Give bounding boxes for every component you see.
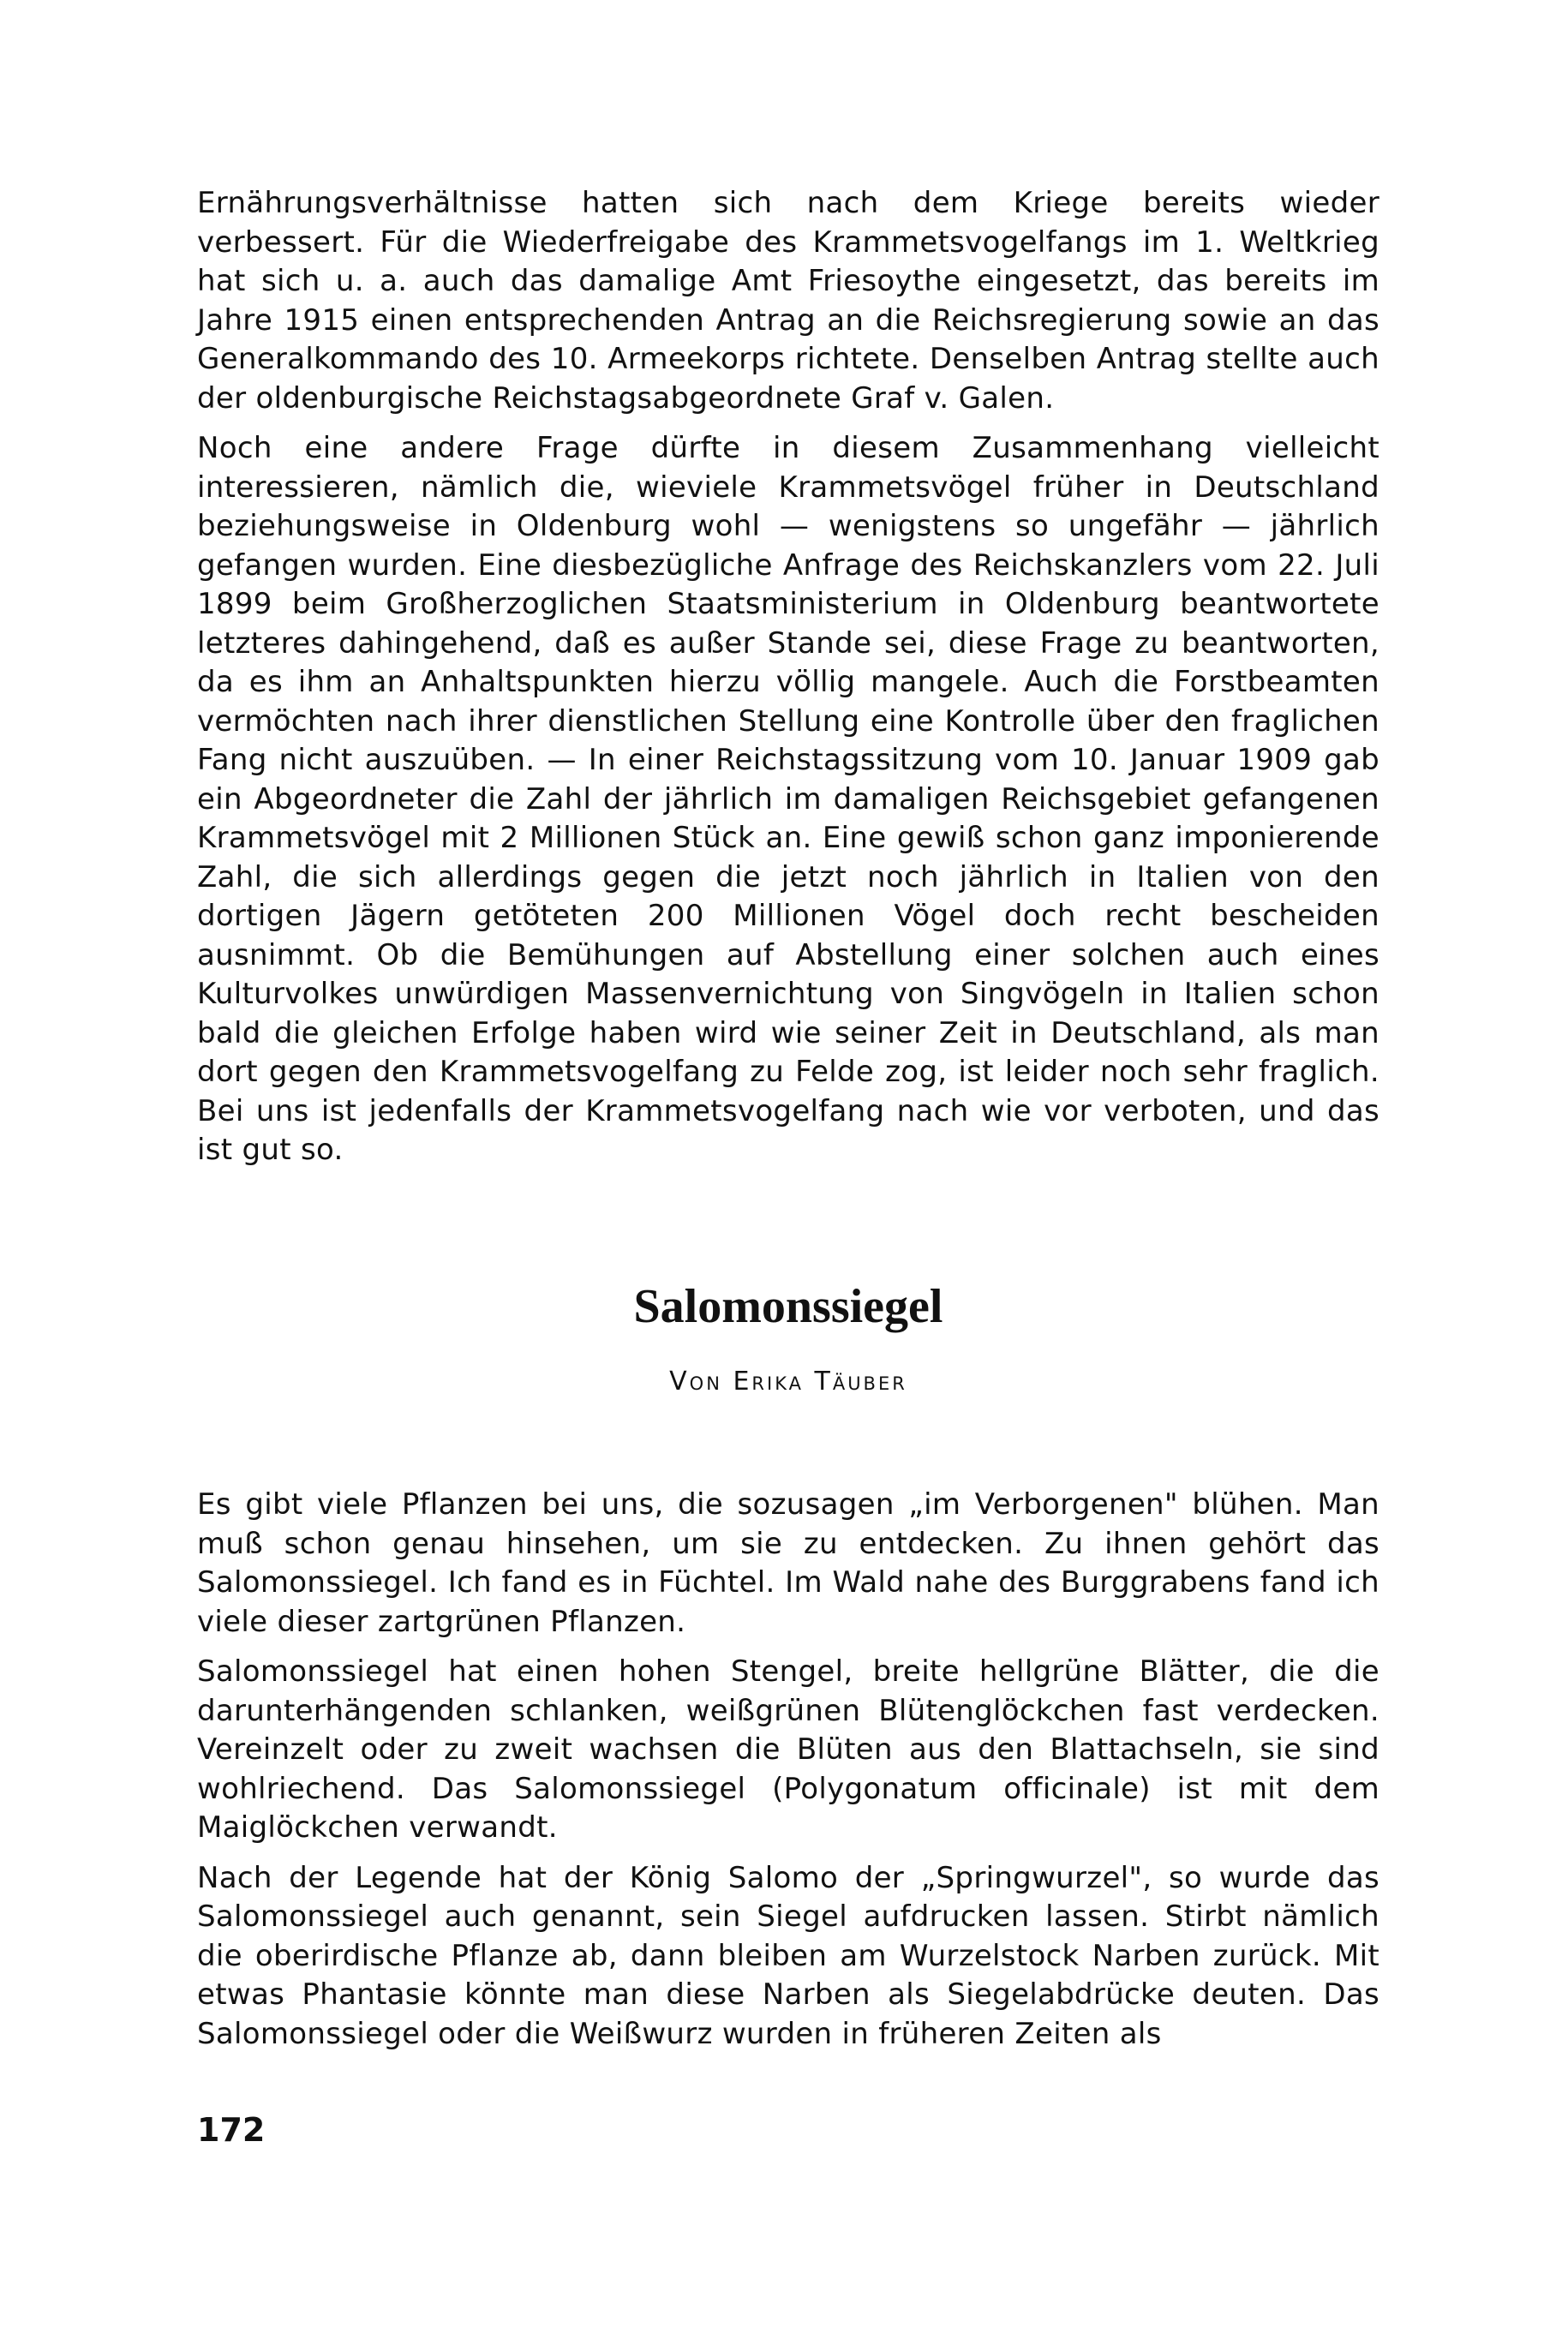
continued-article-text [197,184,1379,1170]
paragraph: Salomonssiegel hat einen hohen Stengel, breite hellgrüne Blätter, die die darunterhängenden schlanken, weißgrünen Blütenglöckchen fast verdecken. Vereinzelt oder zu zweit wachsen die Blüten aus den Blattachseln, sie sind wohlriechend. Das Salomonssiegel (Polygonatum officinale) ist mit dem Maiglöckchen verwandt. [197,1654,1379,1845]
paragraph: Es gibt viele Pflanzen bei uns, die sozusagen „im Verborgenen" blühen. Man muß schon genau hinsehen, um sie zu entdecken. Zu ihnen gehört das Salomonssiegel. Ich fand es in Füchtel. Im Wald nahe des Burggrabens fand ich viele dieser zartgrünen Pflanzen. [197,1487,1379,1639]
article-body [197,1486,1379,2054]
article-byline: Von Erika Täuber [669,1367,907,1397]
paragraph: Ernährungsverhältnisse hatten sich nach dem Kriege bereits wieder verbessert. Für die Wiederfreigabe des Krammetsvogelfangs im 1. Weltkrieg hat sich u. a. auch das damalige Amt Friesoythe eingesetzt, das bereits im Jahre 1915 einen entsprechenden Antrag an die Reichsregierung sowie an das Generalkommando des 10. Armeekorps richtete. Denselben Antrag stellte auch der oldenburgische Reichstagsabgeordnete Graf v. Galen. [197,186,1379,416]
article-title: Salomonssiegel [633,1280,943,1333]
paragraph: Noch eine andere Frage dürfte in diesem Zusammenhang vielleicht interessieren, nämlich die, wieviele Krammetsvögel früher in Deutschland beziehungsweise in Oldenburg wohl — wenigstens so ungefähr — jährlich gefangen wurden. Eine diesbezügliche Anfrage des Reichskanzlers vom 22. Juli 1899 beim Großherzoglichen Staatsministerium in Oldenburg beantwortete letzteres dahingehend, daß es außer Stande sei, diese Frage zu beantworten, da es ihm an Anhaltspunkten hierzu völlig mangele. Auch die Forstbeamten vermöchten nach ihrer dienstlichen Stellung eine Kontrolle über den fraglichen Fang nicht auszuüben. — In einer Reichstagssitzung vom 10. Januar 1909 gab ein Abgeordneter die Zahl der jährlich im damaligen Reichsgebiet gefangenen Krammetsvögel mit 2 Millionen Stück an. Eine gewiß schon ganz imponierende Zahl, die sich allerdings gegen die jetzt noch jährlich in Italien von den dortigen Jägern getöteten 200 Millionen Vögel doch recht bescheiden ausnimmt. Ob die Bemühungen auf Abstellung einer solchen auch eines Kulturvolkes unwürdigen Massenvernichtung von Singvögeln in Italien schon bald die gleichen Erfolge haben wird wie seiner Zeit in Deutschland, als man dort gegen den Krammetsvogelfang zu Felde zog, ist leider noch sehr fraglich. Bei uns ist jedenfalls der Krammetsvogelfang nach wie vor verboten, und das ist gut so. [197,431,1379,1167]
page-number: 172 [197,2111,266,2149]
paragraph: Nach der Legende hat der König Salomo der „Springwurzel", so wurde das Salomonssiegel auch genannt, sein Siegel aufdrucken lassen. Stirbt nämlich die oberirdische Pflanze ab, dann bleiben am Wurzelstock Narben zurück. Mit etwas Phantasie könnte man diese Narben als Siegelabdrücke deuten. Das Salomonssiegel oder die Weißwurz wurden in früheren Zeiten als [197,1860,1379,2051]
